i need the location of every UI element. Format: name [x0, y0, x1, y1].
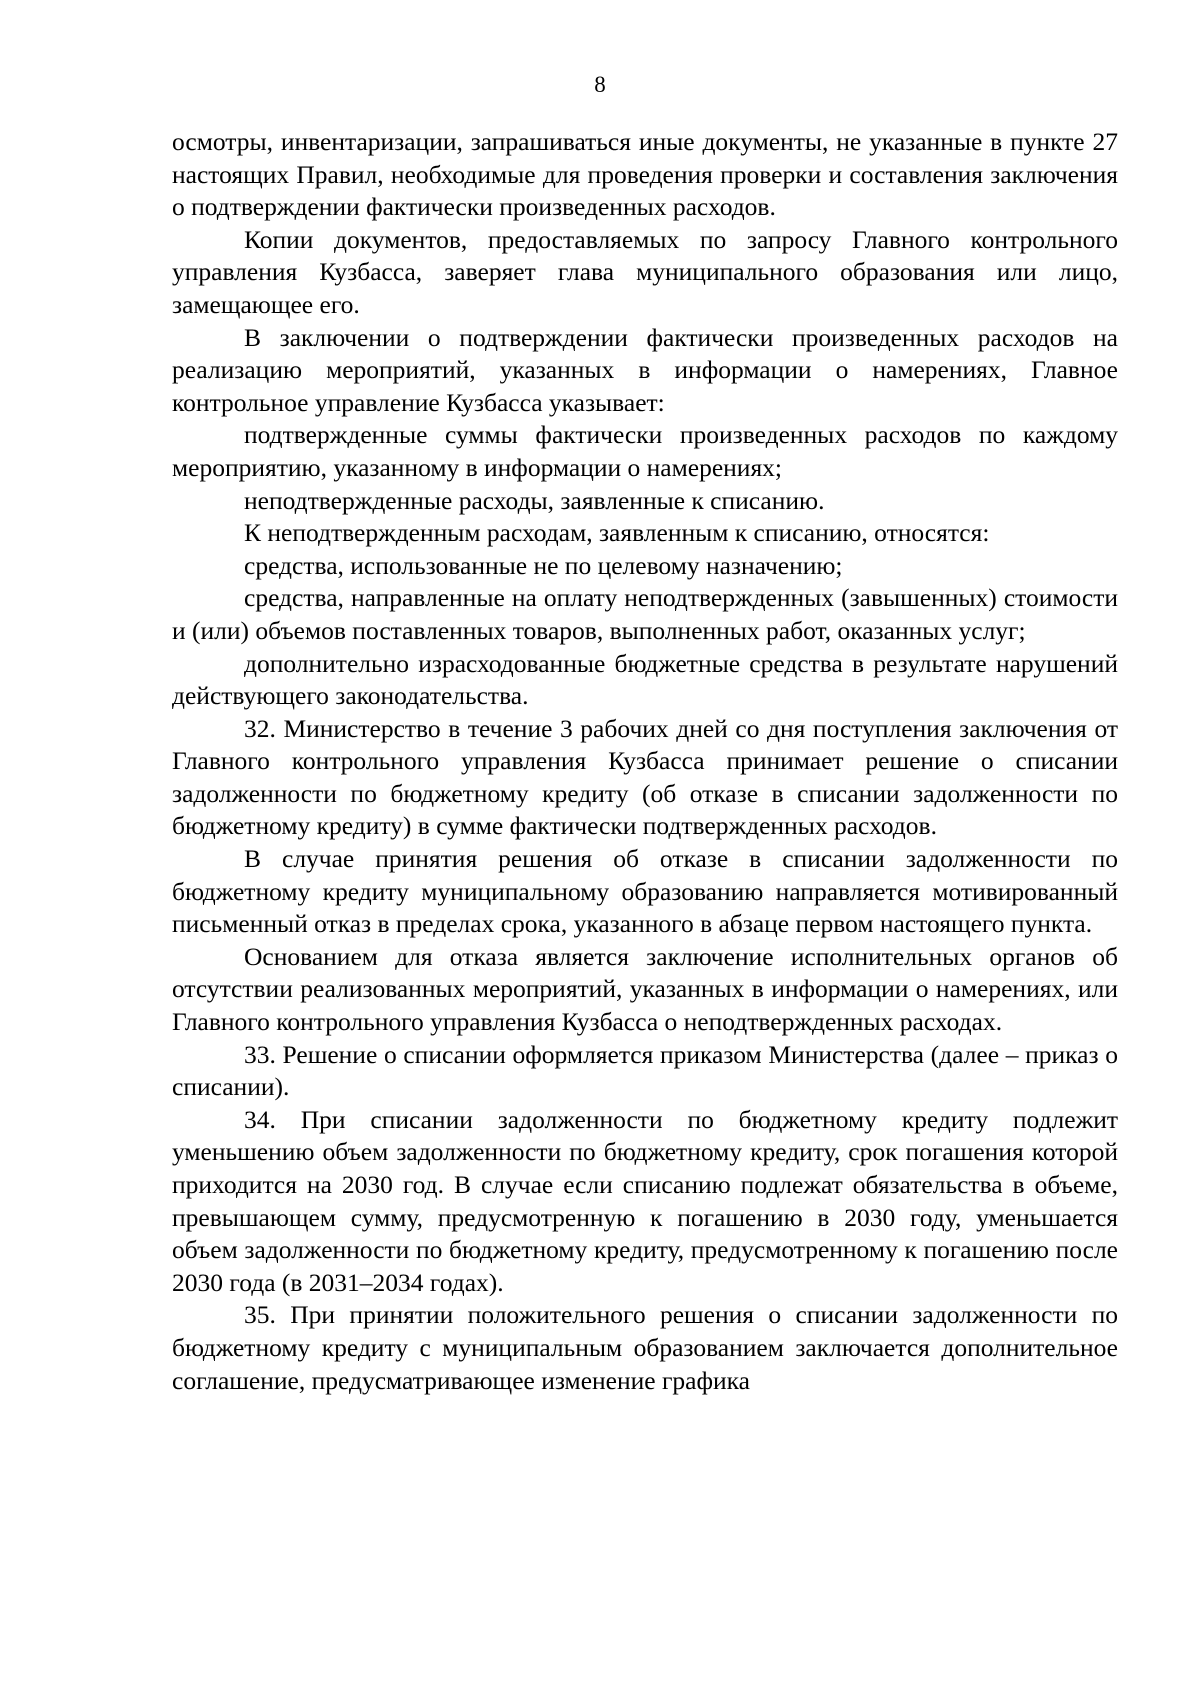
- paragraph-4: подтвержденные суммы фактически произведенных расходов по каждому мероприятию, указанному в информации о намерениях;: [172, 420, 1118, 482]
- paragraph-5: неподтвержденные расходы, заявленные к списанию.: [244, 485, 825, 515]
- paragraph-15: 35. При принятии положительного решения о списании задолженности по бюджетному кредиту с муниципальным образованием заключается дополнительное соглашение, предусматривающее изменение графика: [172, 1300, 1118, 1395]
- paragraph-8: средства, направленные на оплату неподтвержденных (завышенных) стоимости и (или) объемов поставленных товаров, выполненных работ, оказанных услуг;: [172, 583, 1118, 645]
- paragraph-13: 33. Решение о списании оформляется приказом Министерства (далее – приказ о списании).: [172, 1039, 1118, 1102]
- paragraph-14: 34. При списании задолженности по бюджетному кредиту подлежит уменьшению объем задолженности по бюджетному кредиту, срок погашения которой приходится на 2030 год. В случае если списанию подлежат обязательства в объеме, превышающем сумму, предусмотренную к погашению в 2030 году, уменьшается объем задолженности по бюджетному кредиту, предусмотренному к погашению после 2030 года (в 2031–2034 годах).: [172, 1104, 1118, 1297]
- document-body: [172, 126, 1118, 1397]
- paragraph-12: Основанием для отказа является заключение исполнительных органов об отсутствии реализованных мероприятий, указанных в информации о намерениях, или Главного контрольного управления Кузбасса о неподтвержденных расходах.: [172, 941, 1118, 1037]
- paragraph-1: осмотры, инвентаризации, запрашиваться иные документы, не указанные в пункте 27 настоящих Правил, необходимые для проведения проверки и составления заключения о подтверждении фактически произведенных расходов.: [172, 127, 1118, 222]
- paragraph-10: 32. Министерство в течение 3 рабочих дней со дня поступления заключения от Главного контрольного управления Кузбасса принимает решение о списании задолженности по бюджетному кредиту (об отказе в списании задолженности по бюджетному кредиту) в сумме фактически подтвержденных расходов.: [172, 713, 1118, 841]
- paragraph-6: К неподтвержденным расходам, заявленным к списанию, относятся:: [244, 518, 990, 548]
- paragraph-11: В случае принятия решения об отказе в списании задолженности по бюджетному кредиту муниципальному образованию направляется мотивированный письменный отказ в пределах срока, указанного в абзаце первом настоящего пункта.: [172, 844, 1118, 939]
- paragraph-7: средства, использованные не по целевому назначению;: [244, 550, 843, 580]
- paragraph-3: В заключении о подтверждении фактически произведенных расходов на реализацию мероприятий, указанных в информации о намерениях, Главное контрольное управление Кузбасса указывает:: [172, 322, 1118, 417]
- page-number: 8: [594, 72, 606, 97]
- paragraph-9: дополнительно израсходованные бюджетные средства в результате нарушений действующего законодательства.: [172, 648, 1118, 711]
- paragraph-2: Копии документов, предоставляемых по запросу Главного контрольного управления Кузбасса, заверяет глава муниципального образования или лицо, замещающее его.: [172, 224, 1118, 319]
